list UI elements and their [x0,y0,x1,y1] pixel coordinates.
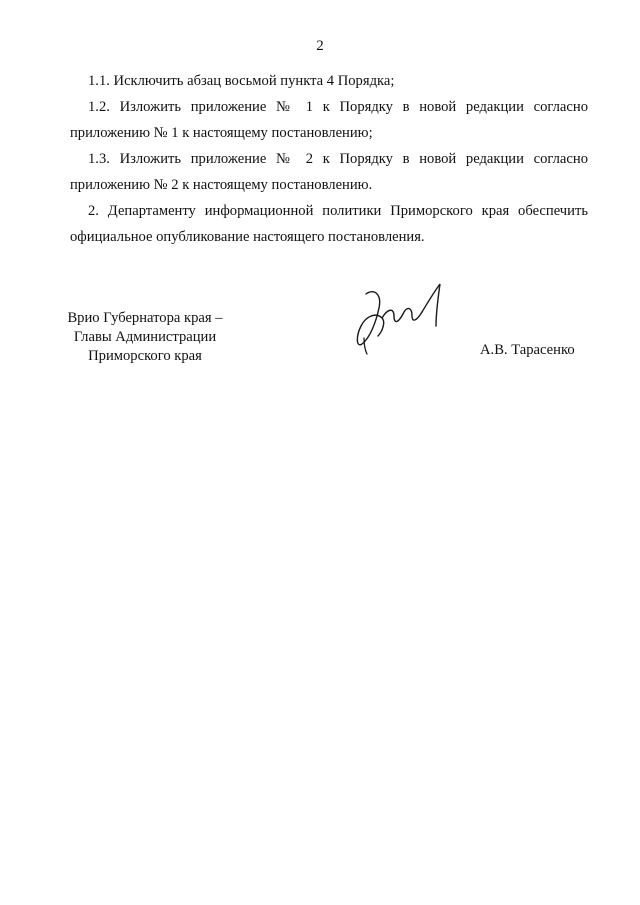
paragraph-line: 1.1. Исключить абзац восьмой пункта 4 Порядка; [88,73,395,89]
page-number: 2 [316,38,324,54]
signatory-position-line: Врио Губернатора края – [67,310,223,326]
signatory-position-line: Главы Администрации [73,329,217,345]
paragraph-line: приложению № 1 к настоящему постановлению; [70,125,373,141]
signatory-position [55,309,235,366]
signature-icon [352,278,448,356]
signer-name: А.В. Тарасенко [480,342,575,358]
paragraph-line: официальное опубликование настоящего постановления. [70,229,425,245]
paragraph-line: 1.3. Изложить приложение № 2 к Порядку в новой редакции согласно [88,151,588,167]
paragraph-line: 1.2. Изложить приложение № 1 к Порядку в новой редакции согласно [88,99,588,115]
paragraph-line: 2. Департаменту информационной политики Приморского края обеспечить [88,203,588,219]
paragraph-1-2 [70,94,588,146]
paragraph-1-1 [70,68,588,94]
signatory-position-line: Приморского края [88,348,202,364]
paragraph-1-3 [70,146,588,198]
paragraph-line: приложению № 2 к настоящему постановлению. [70,177,373,193]
paragraph-2 [70,198,588,250]
